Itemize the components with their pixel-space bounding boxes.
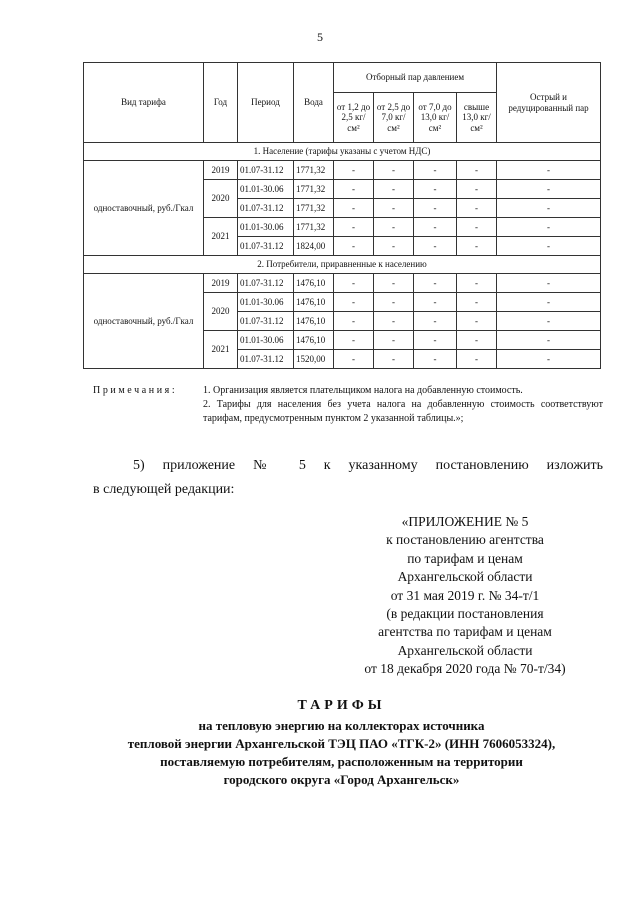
appendix-header — [330, 513, 600, 679]
year-cell: 2019 — [204, 274, 238, 293]
appendix-line: агентства по тарифам и ценам — [378, 624, 552, 640]
value-cell: - — [497, 312, 601, 331]
appendix-line: «ПРИЛОЖЕНИЕ № 5 — [401, 514, 529, 529]
value-cell: - — [374, 274, 414, 293]
title-line: на тепловую энергию на коллекторах источника — [198, 718, 485, 733]
value-cell: - — [457, 161, 497, 180]
value-cell: - — [334, 199, 374, 218]
header-year: Год — [204, 63, 238, 143]
paragraph-line: в следующей редакции: — [93, 482, 235, 497]
tariff-type-cell: одноставочный, руб./Гкал — [84, 161, 204, 256]
value-cell: - — [374, 161, 414, 180]
value-cell: - — [414, 237, 457, 256]
period-cell: 01.07-31.12 — [238, 161, 294, 180]
value-cell: - — [497, 199, 601, 218]
water-price-cell: 1771,32 — [294, 180, 334, 199]
header-steam-7-0: от 7,0 до 13,0 кг/см² — [414, 93, 457, 143]
title-line: тепловой энергии Архангельской ТЭЦ ПАО «ТГК-2» (ИНН 7606053324), — [127, 736, 556, 751]
year-cell: 2019 — [204, 161, 238, 180]
value-cell: - — [374, 350, 414, 369]
value-cell: - — [414, 331, 457, 350]
appendix-line: Архангельской области — [397, 642, 533, 658]
value-cell: - — [457, 350, 497, 369]
value-cell: - — [497, 237, 601, 256]
amendment-paragraph — [93, 454, 603, 502]
notes-items — [203, 384, 603, 426]
value-cell: - — [457, 274, 497, 293]
period-cell: 01.07-31.12 — [238, 199, 294, 218]
appendix-line: Архангельской области — [397, 569, 533, 585]
document-title — [83, 697, 600, 789]
tariff-table — [83, 62, 601, 369]
table-row — [84, 274, 601, 293]
value-cell: - — [374, 237, 414, 256]
value-cell: - — [497, 331, 601, 350]
section-title: 1. Население (тарифы указаны с учетом НДС) — [84, 143, 601, 161]
value-cell: - — [414, 274, 457, 293]
year-cell: 2020 — [204, 180, 238, 218]
value-cell: - — [374, 293, 414, 312]
note-item: 1. Организация является плательщиком налога на добавленную стоимость. — [203, 385, 523, 396]
value-cell: - — [414, 293, 457, 312]
value-cell: - — [374, 331, 414, 350]
water-price-cell: 1476,10 — [294, 331, 334, 350]
table-row — [84, 161, 601, 180]
period-cell: 01.07-31.12 — [238, 350, 294, 369]
period-cell: 01.07-31.12 — [238, 237, 294, 256]
value-cell: - — [497, 161, 601, 180]
appendix-line: к постановлению агентства — [386, 532, 544, 548]
water-price-cell: 1476,10 — [294, 312, 334, 331]
note-item: 2. Тарифы для населения без учета налога на добавленную стоимость соответствуют тарифам, предусмотренным пунктом 2 указанной таблицы.»; — [203, 399, 603, 424]
header-tariff-type: Вид тарифа — [84, 63, 204, 143]
water-price-cell: 1476,10 — [294, 293, 334, 312]
value-cell: - — [457, 218, 497, 237]
header-period: Период — [238, 63, 294, 143]
water-price-cell: 1520,00 — [294, 350, 334, 369]
appendix-line: от 31 мая 2019 г. № 34-т/1 — [390, 587, 540, 603]
water-price-cell: 1771,32 — [294, 199, 334, 218]
water-price-cell: 1824,00 — [294, 237, 334, 256]
appendix-line: по тарифам и ценам — [407, 550, 523, 566]
value-cell: - — [334, 180, 374, 199]
period-cell: 01.01-30.06 — [238, 218, 294, 237]
tariff-type-cell: одноставочный, руб./Гкал — [84, 274, 204, 369]
period-cell: 01.01-30.06 — [238, 293, 294, 312]
value-cell: - — [414, 350, 457, 369]
value-cell: - — [457, 331, 497, 350]
value-cell: - — [414, 218, 457, 237]
value-cell: - — [334, 293, 374, 312]
value-cell: - — [457, 180, 497, 199]
value-cell: - — [414, 161, 457, 180]
header-steam-1-2: от 1,2 до 2,5 кг/см² — [334, 93, 374, 143]
year-cell: 2021 — [204, 331, 238, 369]
header-steam-2-5: от 2,5 до 7,0 кг/см² — [374, 93, 414, 143]
value-cell: - — [457, 237, 497, 256]
appendix-line: от 18 декабря 2020 года № 70-т/34) — [364, 661, 566, 677]
value-cell: - — [457, 199, 497, 218]
value-cell: - — [414, 180, 457, 199]
value-cell: - — [374, 180, 414, 199]
value-cell: - — [334, 218, 374, 237]
title-line: городского округа «Город Архангельск» — [223, 772, 460, 787]
header-sharp-steam: Острый и редуцированный пар — [497, 63, 601, 143]
value-cell: - — [334, 161, 374, 180]
value-cell: - — [374, 312, 414, 331]
value-cell: - — [457, 293, 497, 312]
value-cell: - — [334, 274, 374, 293]
value-cell: - — [334, 237, 374, 256]
water-price-cell: 1476,10 — [294, 274, 334, 293]
title-line: поставляемую потребителям, расположенным на территории — [160, 754, 523, 769]
value-cell: - — [334, 312, 374, 331]
paragraph-line: 5) приложение № 5 к указанному постановлению изложить — [133, 458, 603, 473]
value-cell: - — [414, 199, 457, 218]
water-price-cell: 1771,32 — [294, 218, 334, 237]
appendix-line: (в редакции постановления — [386, 606, 544, 622]
water-price-cell: 1771,32 — [294, 161, 334, 180]
notes-label: Примечания: — [93, 385, 178, 396]
period-cell: 01.01-30.06 — [238, 180, 294, 199]
value-cell: - — [374, 218, 414, 237]
section-title: 2. Потребители, приравненные к населению — [84, 256, 601, 274]
value-cell: - — [334, 331, 374, 350]
value-cell: - — [497, 293, 601, 312]
header-steam-group: Отборный пар давлением — [334, 63, 497, 93]
period-cell: 01.07-31.12 — [238, 274, 294, 293]
header-steam-13-0: свыше 13,0 кг/см² — [457, 93, 497, 143]
value-cell: - — [497, 274, 601, 293]
value-cell: - — [334, 350, 374, 369]
value-cell: - — [457, 312, 497, 331]
title-heading: ТАРИФЫ — [297, 698, 386, 713]
header-water: Вода — [294, 63, 334, 143]
page-number: 5 — [317, 30, 323, 44]
value-cell: - — [497, 350, 601, 369]
year-cell: 2020 — [204, 293, 238, 331]
year-cell: 2021 — [204, 218, 238, 256]
value-cell: - — [374, 199, 414, 218]
value-cell: - — [414, 312, 457, 331]
period-cell: 01.01-30.06 — [238, 331, 294, 350]
value-cell: - — [497, 218, 601, 237]
period-cell: 01.07-31.12 — [238, 312, 294, 331]
value-cell: - — [497, 180, 601, 199]
